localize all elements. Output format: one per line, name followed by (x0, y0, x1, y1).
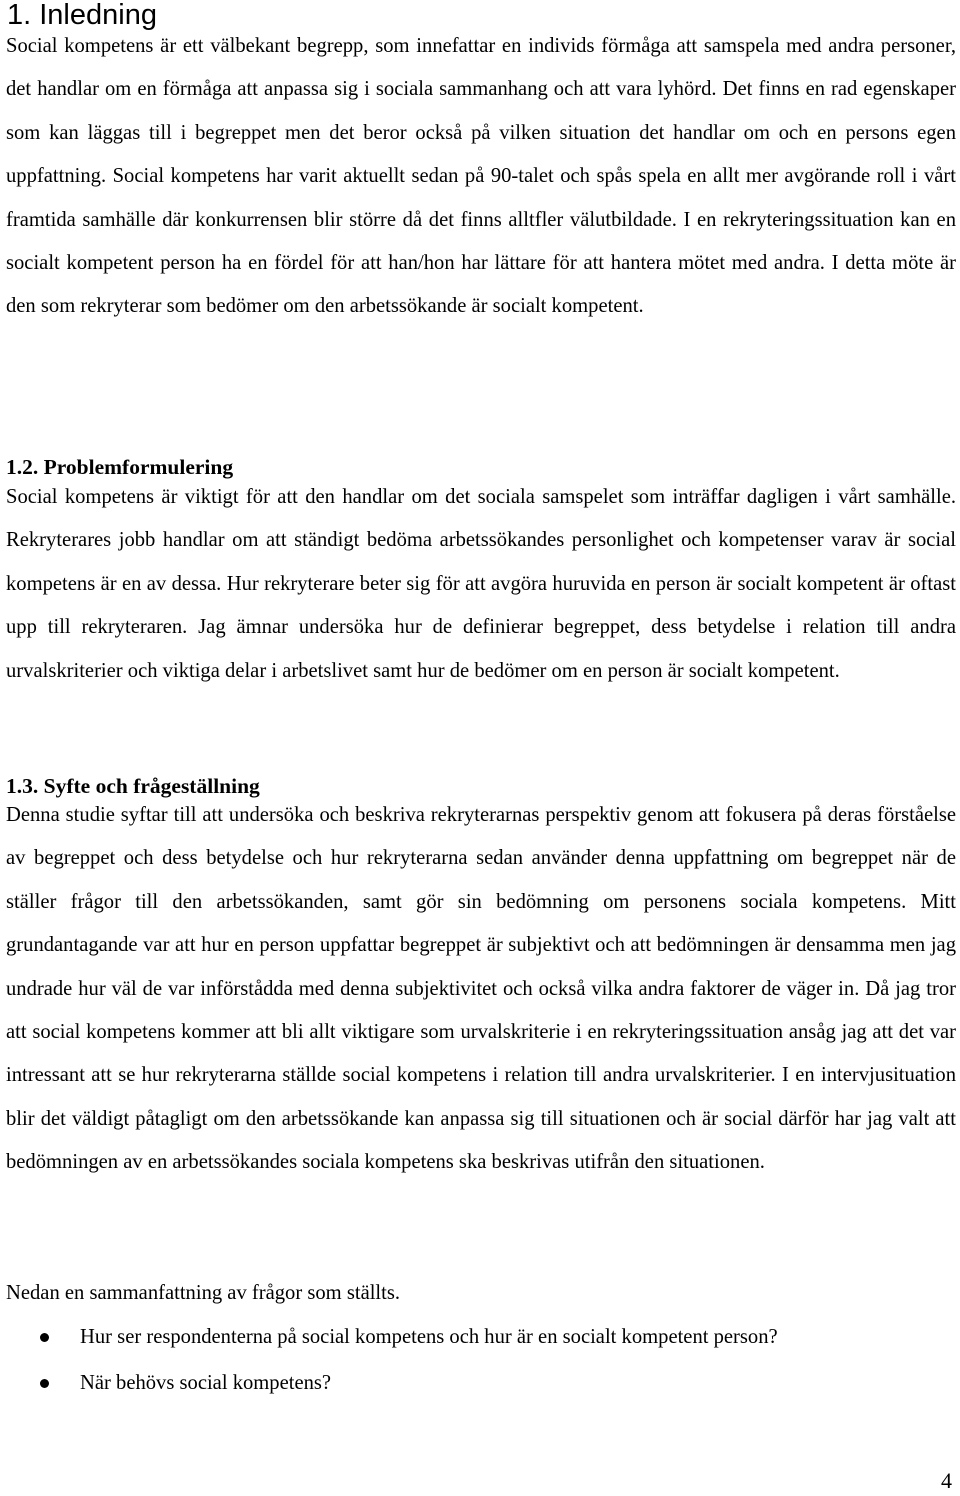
heading-inledning: 1. Inledning (7, 0, 157, 31)
problemformulering-paragraph: Social kompetens är viktigt för att den handlar om det sociala samspelet som inträffar dagligen i vårt samhälle. Rekryterares jobb handlar om att ständigt bedöma arbetssökandes personlighet och kompetenser varav är social kompetens är en av dessa. Hur rekryterare beter sig för att avgöra huruvida en person är socialt kompetent är oftast upp till rekryteraren. Jag ämnar undersöka hur de definierar begreppet, dess betydelse i relation till andra urvalskriterier och viktiga delar i arbetslivet samt hur de bedömer om en person är socialt kompetent. (6, 486, 956, 682)
question-text: Hur ser respondenterna på social kompetens och hur är en socialt kompetent person? (80, 1326, 778, 1348)
list-item (0, 1321, 950, 1367)
intro-paragraph: Social kompetens är ett välbekant begrepp, som innefattar en individs förmåga att samspela med andra personer, det handlar om en förmåga att anpassa sig i sociala sammanhang och att vara lyhörd. Det finns en rad egenskaper som kan läggas till i begreppet men det beror också på vilken situation det handlar om och en persons egen uppfattning. Social kompetens har varit aktuellt sedan på 90-talet och spås spela en allt mer avgörande roll i vårt framtida samhälle där konkurrensen blir större då det finns alltfler välutbildade. I en rekryteringssituation kan en socialt kompetent person ha en fördel för att han/hon har lättare för att hantera mötet med andra. I detta möte är den som rekryterar som bedömer om den arbetssökande är socialt kompetent. (6, 35, 956, 318)
summary-line: Nedan en sammanfattning av frågor som ställts. (6, 1282, 401, 1304)
heading-problemformulering: 1.2. Problemformulering (6, 455, 234, 479)
bullet-icon (40, 1379, 49, 1388)
syfte-paragraph: Denna studie syftar till att undersöka och beskriva rekryterarnas perspektiv genom att fokusera på deras förståelse av begreppet och dess betydelse och hur rekryterarna sedan använder denna uppfattning om begreppet när de ställer frågor till den arbetssökanden, samt gör sin bedömning om personens sociala kompetens. Mitt grundantagande var att hur en person uppfattar begreppet är subjektivt och att bedömningen är densamma men jag undrade hur väl de var införstådda med denna subjektivitet och också vilka andra faktorer de väger in. Då jag tror att social kompetens kommer att bli allt viktigare som urvalskriterie i en rekryteringssituation ansåg jag att det var intressant att se hur rekryterarna ställde social kompetens i relation till andra urvalskriterier. I en intervjusituation blir det väldigt påtagligt om den arbetssökande kan anpassa sig till situationen och är social därför har jag valt att bedömningen av en arbetssökandes sociala kompetens ska beskrivas utifrån den situationen. (6, 804, 956, 1174)
heading-syfte: 1.3. Syfte och frågeställning (6, 774, 260, 798)
question-list (0, 1321, 950, 1413)
question-text: När behövs social kompetens? (80, 1372, 332, 1394)
bullet-icon (40, 1333, 49, 1342)
list-item (0, 1367, 950, 1413)
page-number: 4 (941, 1468, 952, 1493)
